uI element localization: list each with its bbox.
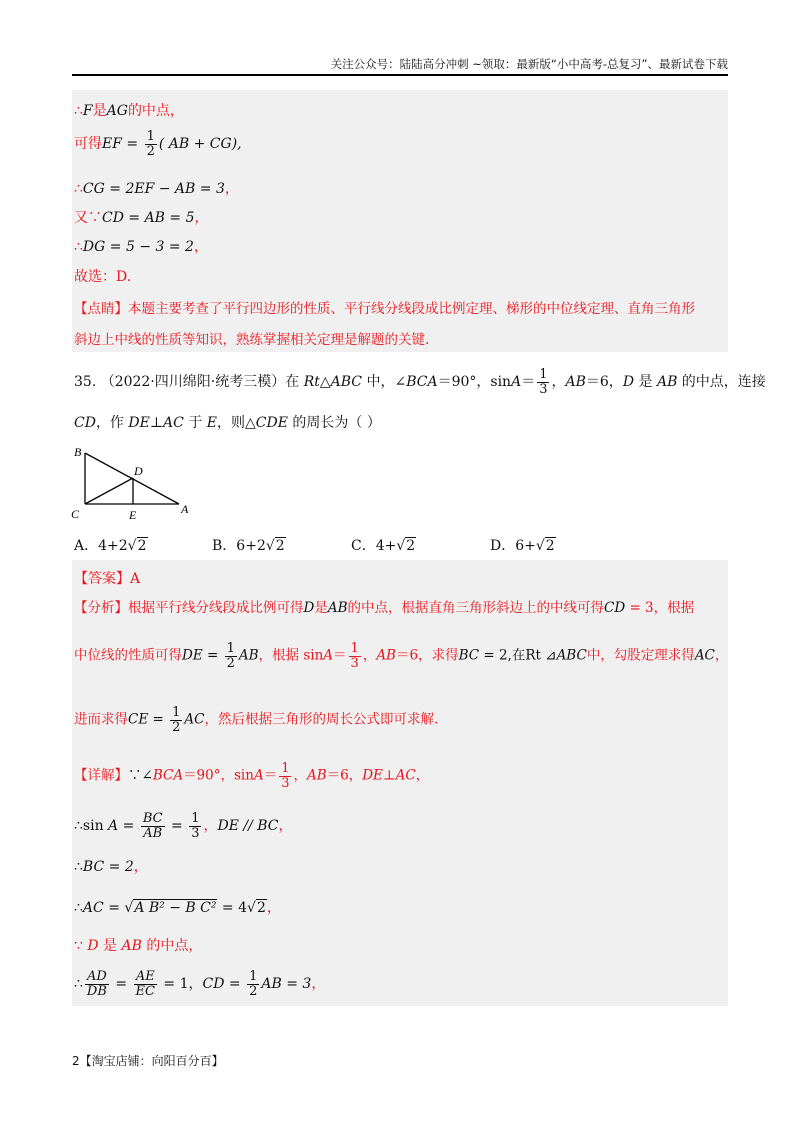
label-a: A <box>181 502 189 516</box>
label-c: C <box>71 507 80 521</box>
solution-line-2: 可得EF = $\frac{1}{2}$ ( AB + CG), <box>74 129 242 159</box>
analysis-line-1: 【分析】根据平行线分线段成比例可得D是AB的中点，根据直角三角形斜边上的中线可得CD = 3，根据 <box>74 600 695 616</box>
solution-line-1: ∴F是AG的中点， <box>74 103 184 119</box>
solution-line-5: ∴DG = 5 − 3 = 2， <box>74 239 208 255</box>
fraction: $\frac{1}{2}$ <box>226 641 235 671</box>
solution-line-3: ∴CG = 2EF − AB = 3， <box>74 181 239 197</box>
question-line-1: 35. （2022·四川绵阳·统考三模）在 Rt△ABC 中，∠BCA＝90°，sinA＝ $\frac{1}{3}$ ，AB＝6，D 是 AB 的中点，连接 <box>74 367 766 397</box>
fraction: $\frac{AE}{EC}$ <box>135 969 155 999</box>
key-point-line-1: 【点睛】本题主要考查了平行四边形的性质、平行线分线段成比例定理、梯形的中位线定理、直角三角形 <box>74 301 695 317</box>
option-d[interactable]: D．6+√2 <box>490 538 555 554</box>
detail-line-1: 【详解】∵∠BCA＝90°，sinA＝ $\frac{1}{3}$ ，AB＝6，DE⊥AC， <box>74 761 430 791</box>
analysis-line-2: 中位线的性质可得DE = $\frac{1}{2}$ AB，根据 sinA＝ $\frac{1}{3}$ ，AB＝6，求得BC = 2,在Rt ⊿ABC中，勾股定理求得AC， <box>74 641 729 671</box>
detail-line-4: ∴AC = √A B² − B C² = 4√2， <box>74 900 281 916</box>
fraction: $\frac{1}{3}$ <box>281 761 290 791</box>
question-line-2: CD，作 DE⊥AC 于 E，则△CDE 的周长为（ ） <box>74 415 381 431</box>
answer-line: 【答案】A <box>74 571 141 587</box>
detail-line-2: ∴sin A = $\frac{BC}{AB}$ = $\frac{1}{3}$ ，DE // BC， <box>74 811 293 841</box>
fraction: $\frac{1}{3}$ <box>191 811 200 841</box>
page-header <box>72 56 728 74</box>
fraction: $\frac{BC}{AB}$ <box>142 811 163 841</box>
label-d: D <box>134 464 143 478</box>
label-e: E <box>129 508 137 521</box>
label-b: B <box>74 445 82 459</box>
header-text: 关注公众号：陆陆高分冲刺 ~领取：最新版“小中高考-总复习”、最新试卷下载 <box>330 57 728 71</box>
detail-line-3: ∴BC = 2， <box>74 859 148 875</box>
key-point-line-2: 斜边上中线的性质等知识，熟练掌握相关定理是解题的关键. <box>74 332 430 348</box>
fraction: $\frac{1}{2}$ <box>172 705 181 735</box>
option-b[interactable]: B．6+2√2 <box>212 538 285 554</box>
header-rule <box>72 74 728 76</box>
fraction: $\frac{1}{2}$ <box>146 129 155 159</box>
fraction: $\frac{AD}{DB}$ <box>86 969 107 999</box>
segment-cd <box>85 478 133 504</box>
option-a[interactable]: A．4+2√2 <box>74 538 147 554</box>
fraction: $\frac{1}{3}$ <box>539 367 548 397</box>
triangle-figure <box>70 441 195 521</box>
solution-line-4: 又∵CD = AB = 5， <box>74 210 209 226</box>
analysis-line-3: 进而求得CE = $\frac{1}{2}$ AC，然后根据三角形的周长公式即可求解. <box>74 705 439 735</box>
solution-line-6: 故选：D. <box>74 269 132 285</box>
fraction: $\frac{1}{3}$ <box>350 641 359 671</box>
detail-line-5: ∵ D 是 AB 的中点， <box>74 938 203 954</box>
option-c[interactable]: C．4+√2 <box>351 538 416 554</box>
page-footer: 2【淘宝店铺：向阳百分百】 <box>72 1054 224 1068</box>
fraction: $\frac{1}{2}$ <box>249 969 258 999</box>
detail-line-6: ∴ $\frac{AD}{DB}$ = $\frac{AE}{EC}$ = 1，CD = $\frac{1}{2}$ AB = 3， <box>74 969 326 999</box>
